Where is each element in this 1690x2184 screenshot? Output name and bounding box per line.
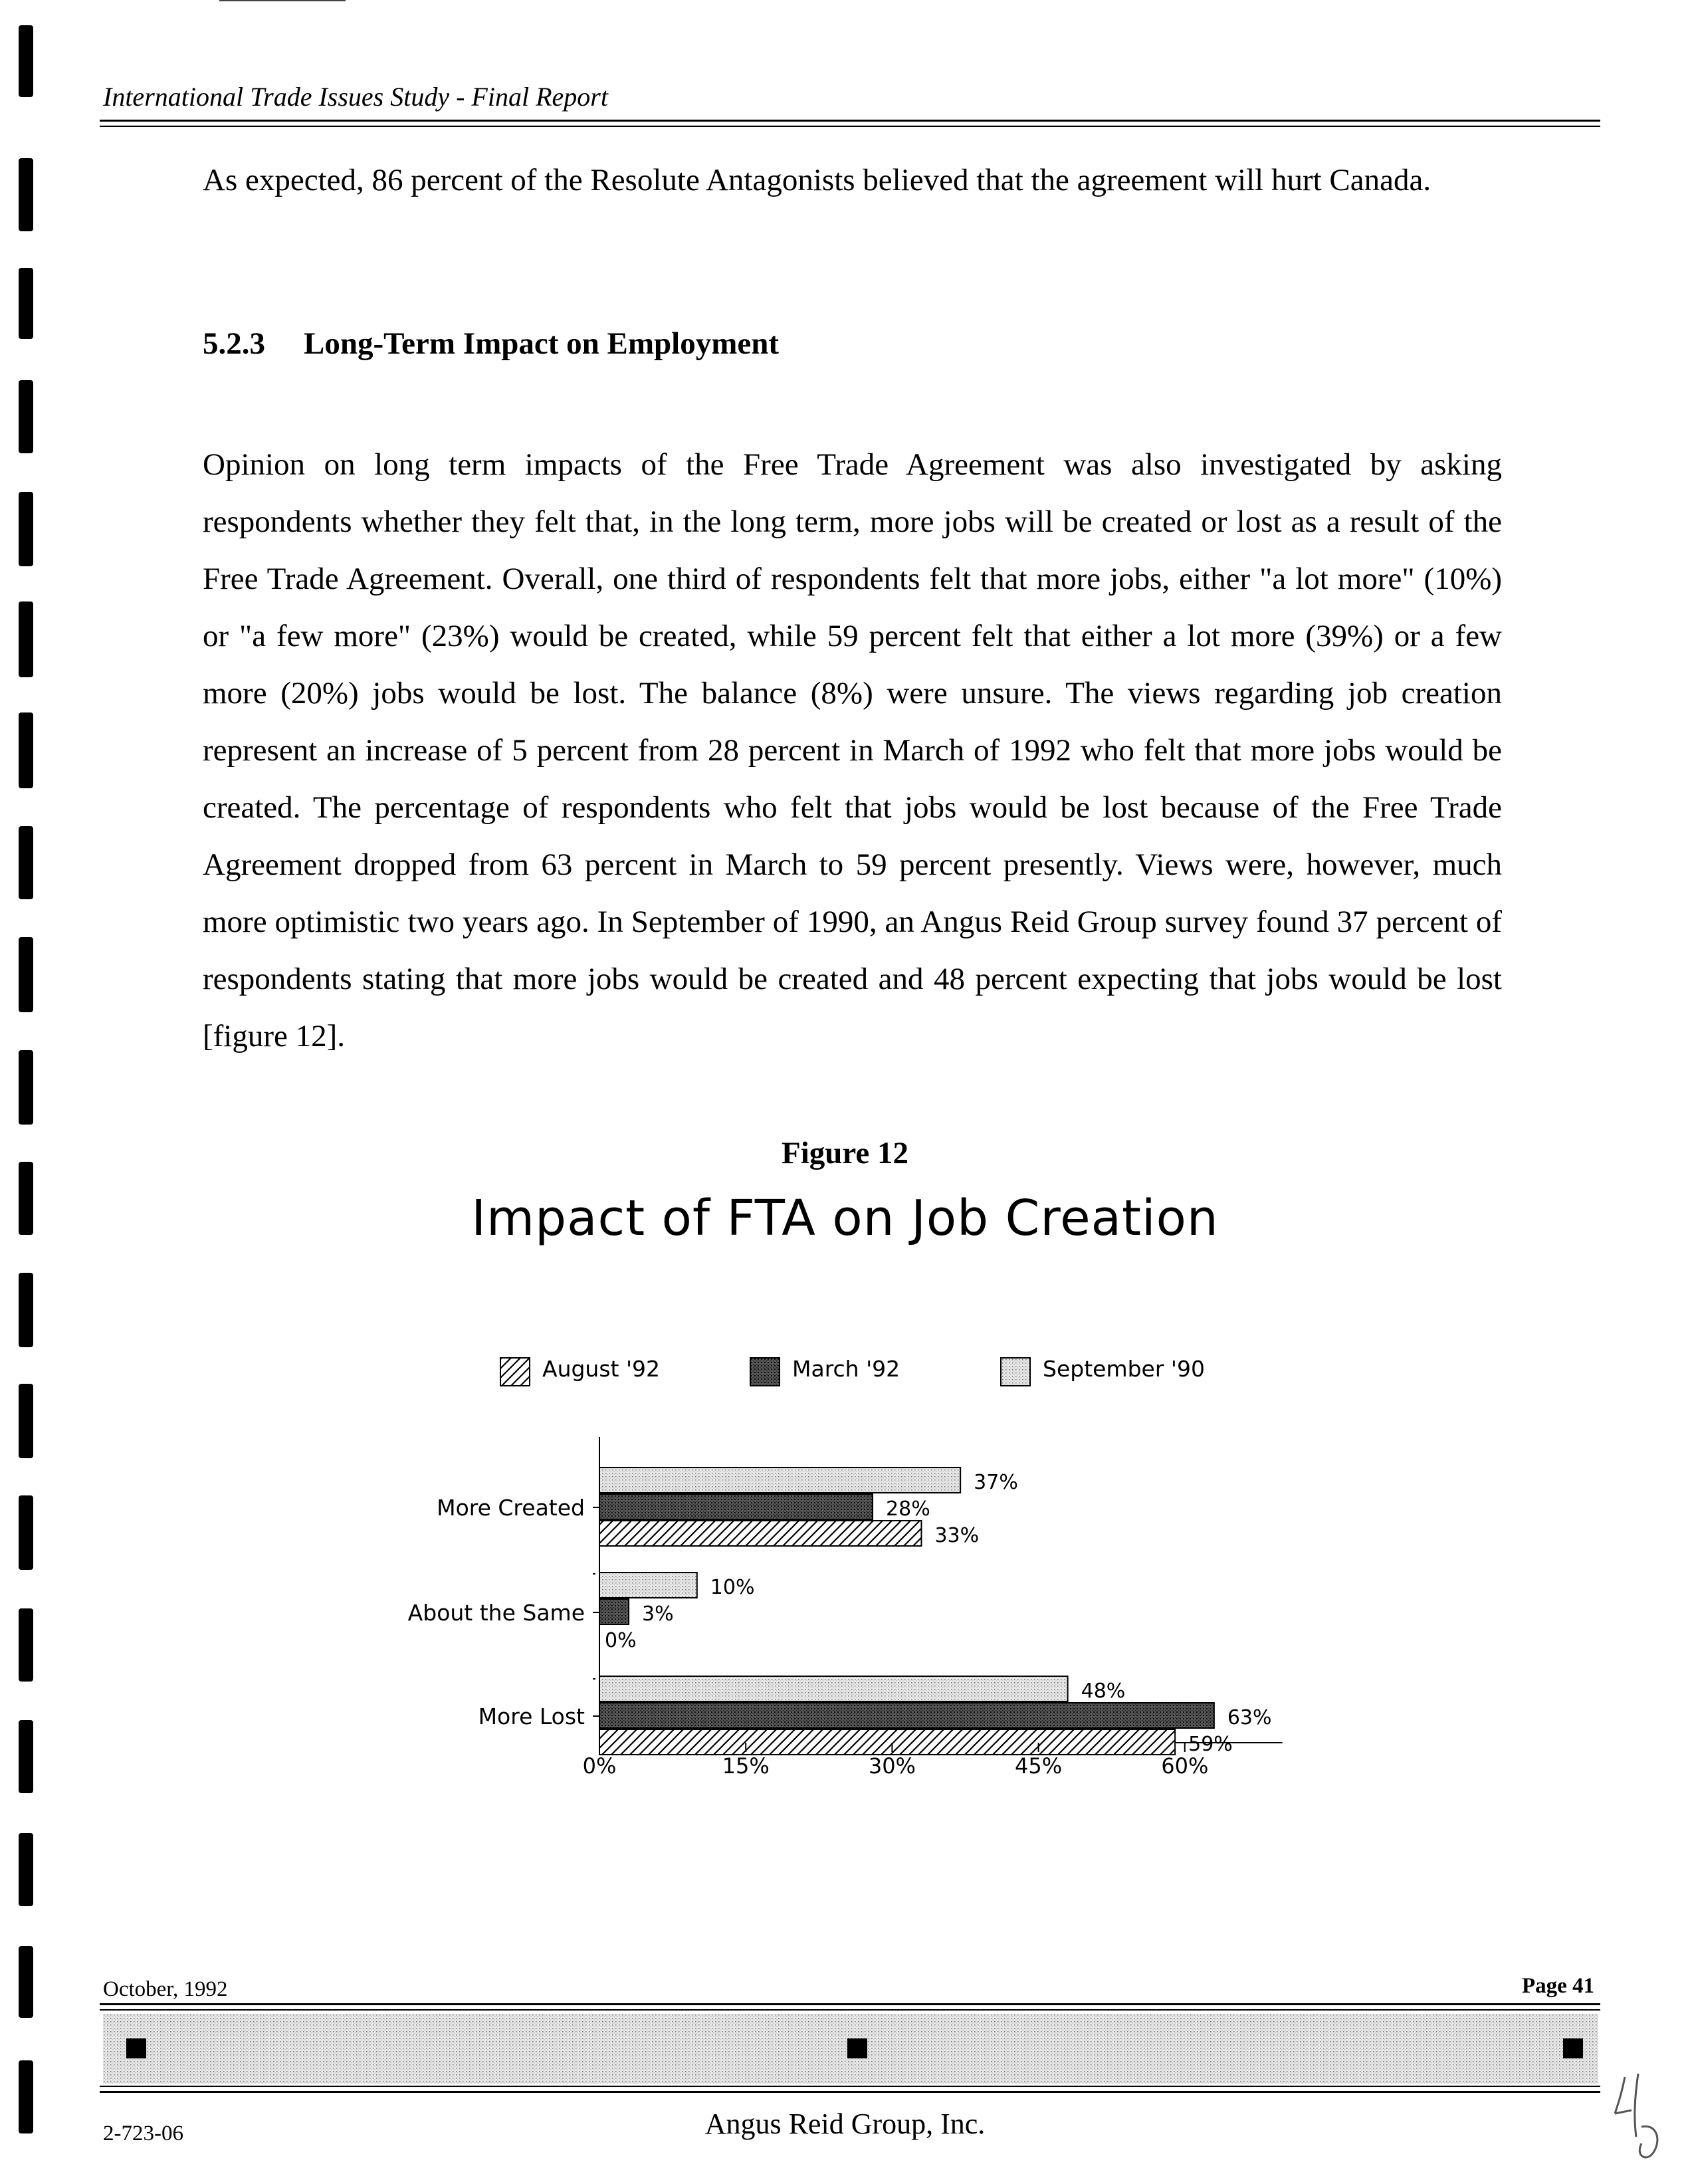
binder-mark — [19, 25, 33, 97]
bar-value-label: 59% — [1188, 1733, 1233, 1756]
bar — [599, 1703, 1214, 1728]
x-tick-label: 60% — [1161, 1753, 1209, 1779]
intro-paragraph: As expected, 86 percent of the Resolute Antagonists believed that the agreement will hurt Canada. — [203, 163, 1431, 197]
bar-value-label: 33% — [934, 1524, 980, 1547]
x-tick-label: 45% — [1015, 1753, 1063, 1779]
bar-value-label: 48% — [1081, 1680, 1126, 1703]
figure-label: Figure 12 — [781, 1136, 909, 1170]
footer-band-square — [126, 2038, 146, 2058]
bar — [599, 1676, 1068, 1701]
header-rule-thin — [100, 126, 1600, 127]
running-header-title: International Trade Issues Study - Final Report — [103, 82, 608, 112]
page-number: Page 41 — [1522, 1974, 1595, 1998]
bar — [599, 1521, 921, 1546]
company-name: Angus Reid Group, Inc. — [704, 2108, 986, 2140]
legend-label-september-90: September '90 — [1043, 1356, 1205, 1382]
bar — [599, 1599, 629, 1624]
footer-band-square — [1563, 2038, 1583, 2058]
footer-band-square — [847, 2038, 867, 2058]
footer-rule-bottom — [100, 2086, 1600, 2087]
footer-rule-bottom-thick — [100, 2091, 1600, 2093]
binder-mark — [19, 1273, 33, 1347]
bar — [599, 1468, 960, 1493]
binder-mark — [19, 492, 33, 566]
binder-mark — [19, 1050, 33, 1125]
category-label: About the Same — [407, 1600, 585, 1626]
footer-rule-top-thin — [100, 2009, 1600, 2011]
bar — [599, 1573, 697, 1598]
legend-label-august-92: August '92 — [542, 1356, 661, 1382]
bar-value-label: 0% — [605, 1629, 637, 1652]
legend-label-march-92: March '92 — [792, 1356, 900, 1382]
scan-mark — [219, 0, 346, 1]
bar — [599, 1494, 873, 1519]
bar-chart — [0, 1436, 1690, 1821]
footer-rule-top — [100, 2003, 1600, 2005]
category-label: More Lost — [478, 1703, 585, 1729]
bar-value-label: 10% — [710, 1576, 755, 1599]
binder-mark — [19, 601, 33, 677]
binder-mark — [19, 712, 33, 788]
handwritten-mark — [1602, 2064, 1675, 2177]
x-tick-label: 0% — [582, 1753, 617, 1779]
bar-value-label: 3% — [642, 1602, 674, 1626]
bar-value-label: 63% — [1227, 1706, 1272, 1729]
body-paragraph: Opinion on long term impacts of the Free Trade Agreement was also investigated by asking respondents whether they felt that, in the long term, more jobs will be created or lost as a result of the Free Trade Agreement. Overall, one third of respondents felt that more jobs, either "a lot more" (10%) or "a few more" (23%) would be created, while 59 percent felt that either a lot more (39%) or a few more (20%) jobs would be lost. The balance (8%) were unsure. The views regarding job creation represent an increase of 5 percent from 28 percent in March of 1992 who felt that more jobs would be created. The percentage of respondents who felt that jobs would be lost because of the Free Trade Agreement dropped from 63 percent in March to 59 percent presently. Views were, however, much more optimistic two years ago. In September of 1990, an Angus Reid Group survey found 37 percent of respondents stating that more jobs would be created and 48 percent expecting that jobs would be lost [figure 12]. — [203, 447, 1502, 1053]
x-tick-label: 30% — [868, 1753, 916, 1779]
binder-mark — [19, 1833, 33, 1906]
document-code: 2-723-06 — [103, 2122, 183, 2145]
legend-swatch-march-92 — [750, 1357, 780, 1386]
legend-swatch-august-92 — [500, 1357, 530, 1386]
bar-value-label: 37% — [974, 1471, 1018, 1494]
section-number: 5.2.3 — [203, 326, 265, 361]
binder-mark — [19, 268, 33, 339]
category-label: More Created — [437, 1495, 585, 1521]
x-tick-label: 15% — [722, 1753, 770, 1779]
binder-mark — [19, 826, 33, 899]
footer-date: October, 1992 — [103, 1977, 228, 2001]
section-title: Long-Term Impact on Employment — [304, 326, 780, 361]
header-rule — [100, 120, 1600, 122]
binder-mark — [19, 158, 33, 231]
binder-mark — [19, 937, 33, 1012]
bar — [599, 1729, 1175, 1755]
bar-value-label: 28% — [886, 1497, 930, 1521]
chart-title: Impact of FTA on Job Creation — [471, 1190, 1219, 1247]
section-heading — [203, 326, 779, 362]
binder-mark — [19, 1946, 33, 2018]
legend-swatch-september-90 — [1000, 1357, 1031, 1386]
binder-mark — [19, 380, 33, 453]
